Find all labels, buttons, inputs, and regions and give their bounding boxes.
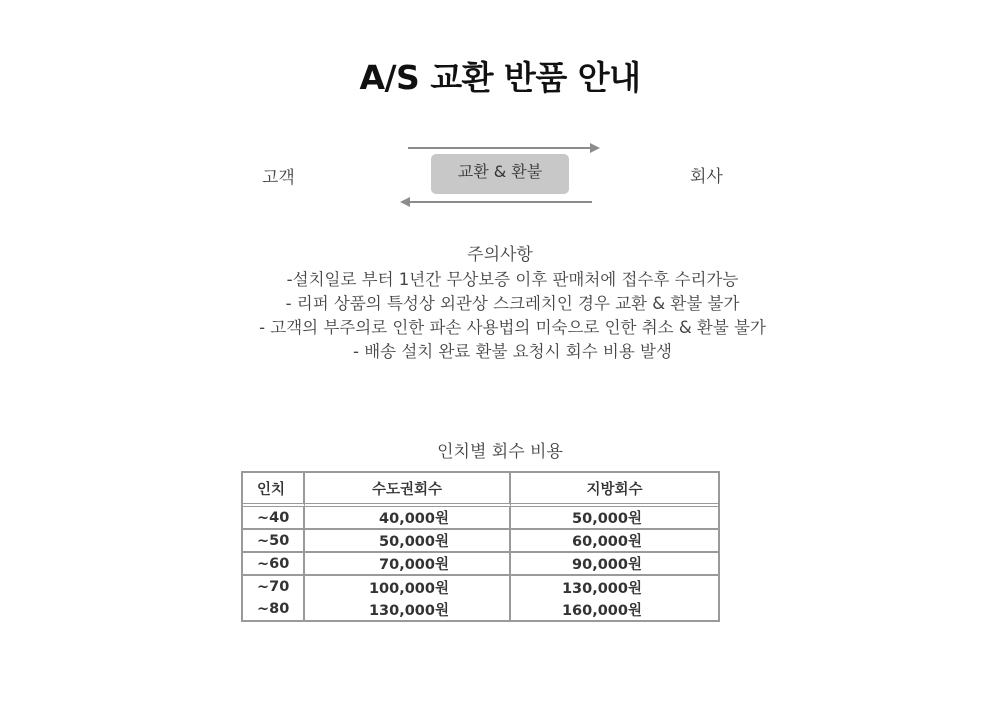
- cell-metro-fee: 50,000원: [305, 530, 511, 553]
- company-label: 회사: [690, 167, 723, 187]
- header-region: 지방회수: [511, 473, 718, 507]
- notice-list: [0, 268, 1000, 364]
- customer-label: 고객: [262, 168, 295, 188]
- cell-inch: ~40: [243, 507, 305, 530]
- table-row: [243, 598, 718, 620]
- arrow-to-company-head: [590, 143, 600, 153]
- table-row: [243, 576, 718, 598]
- header-metro: 수도권회수: [305, 473, 511, 507]
- cell-inch: ~50: [243, 530, 305, 553]
- cell-inch: ~60: [243, 553, 305, 576]
- cell-region-fee: 160,000원: [561, 602, 642, 619]
- table-row: [243, 507, 718, 530]
- cell-region-fee: 130,000원: [561, 580, 642, 597]
- header-inch: 인치: [243, 473, 305, 507]
- table-header-row: [243, 473, 718, 507]
- cell-metro-fee: 100,000원: [305, 576, 511, 598]
- cell-inch: ~80: [243, 598, 305, 620]
- fee-table-caption: 인치별 회수 비용: [437, 442, 563, 462]
- exchange-refund-badge: 교환 & 환불: [431, 154, 569, 194]
- page-title: A/S 교환 반품 안내: [359, 58, 641, 97]
- notice-heading: 주의사항: [467, 245, 533, 265]
- cell-metro-fee: 70,000원: [305, 553, 511, 576]
- notice-item: - 배송 설치 완료 환불 요청시 회수 비용 발생: [353, 342, 672, 361]
- cell-region-fee: 90,000원: [511, 553, 718, 576]
- notice-item: - 리퍼 상품의 특성상 외관상 스크레치인 경우 교환 & 환불 불가: [285, 294, 740, 313]
- cell-region-fee: 60,000원: [511, 530, 718, 553]
- cell-metro-fee: 130,000원: [305, 598, 511, 620]
- notice-item: -설치일로 부터 1년간 무상보증 이후 판매처에 접수후 수리가능: [286, 270, 739, 289]
- notice-item: - 고객의 부주의로 인한 파손 사용법의 미숙으로 인한 취소 & 환불 불가: [259, 318, 766, 337]
- return-fee-table: [241, 471, 720, 622]
- table-row: [243, 553, 718, 576]
- cell-inch: ~70: [243, 576, 305, 598]
- cell-region-fee: 50,000원: [511, 507, 718, 530]
- cell-metro-fee: 40,000원: [305, 507, 511, 530]
- table-row: [243, 530, 718, 553]
- arrow-to-customer-head: [400, 197, 410, 207]
